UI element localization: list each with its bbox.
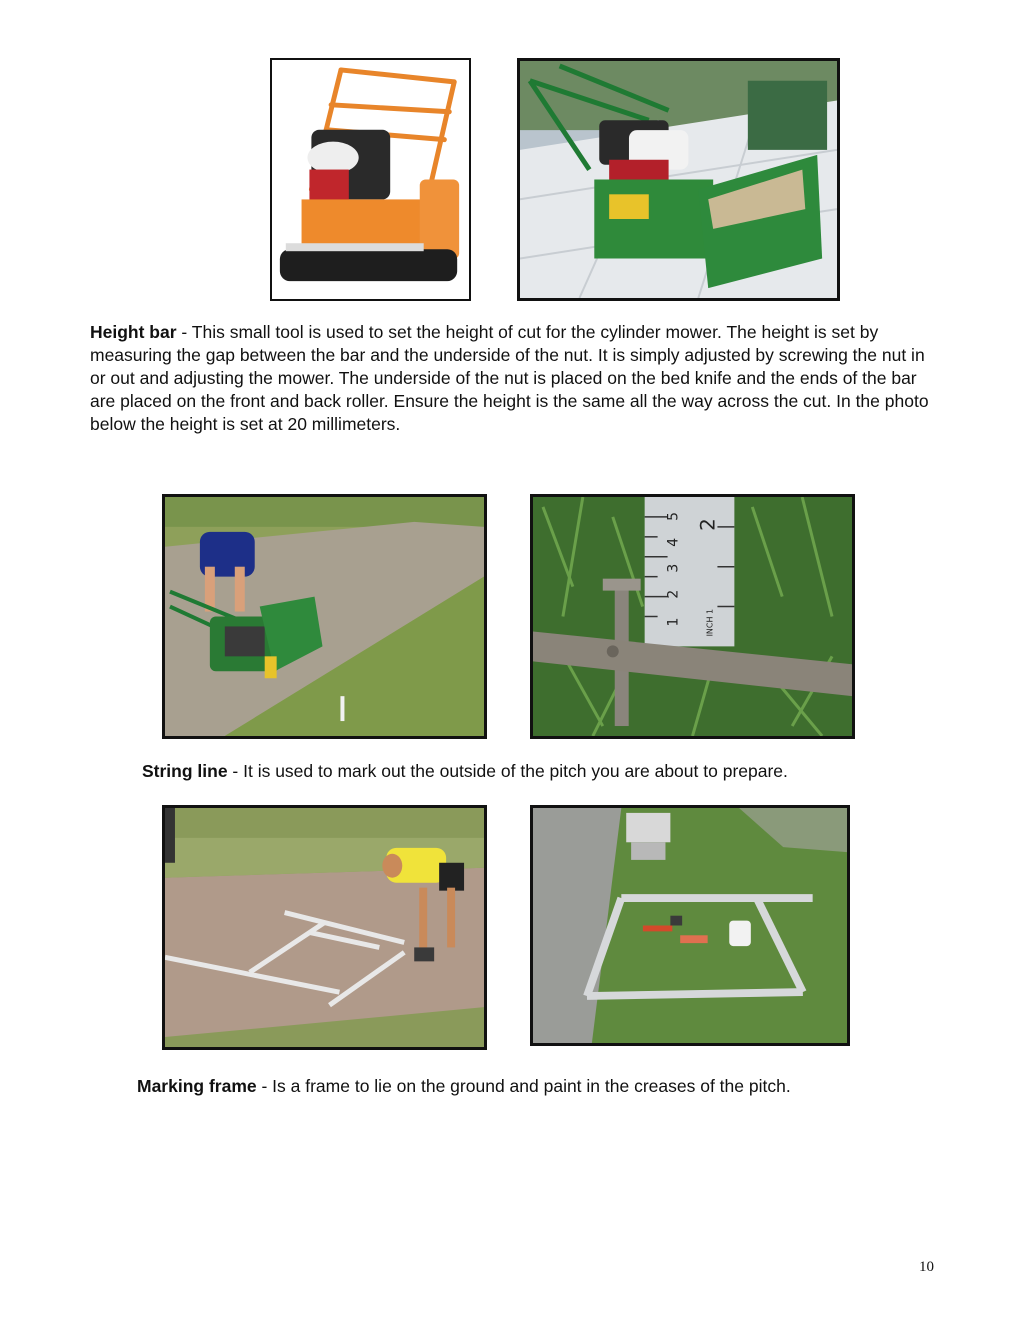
string-line-caption <box>142 760 788 783</box>
height-bar-term: Height bar <box>90 322 177 342</box>
ruler-tick-5: 5 <box>665 512 682 521</box>
ruler-tick-4: 4 <box>665 537 682 547</box>
height-bar-text: - This small tool is used to set the height of cut for the cylinder mower. The height is set by measuring the gap between the bar and the underside of the nut. It is simply adjusted by screwing the nut in or out and adjusting the mower. The underside of the nut is placed on the bed knife and the ends of the bar are placed on the front and back roller. Ensure the height is the same all the way across the cut. In the photo below the height is set at 20 millimeters. <box>90 322 929 434</box>
mowing-pitch-photo <box>162 494 487 739</box>
ruler-tick-1: 1 <box>665 617 682 627</box>
string-line-term: String line <box>142 761 228 781</box>
marking-frame-text: - Is a frame to lie on the ground and paint in the creases of the pitch. <box>256 1076 791 1096</box>
marking-frame-ground-photo <box>530 805 850 1046</box>
ruler-tick-inch-2: 2 <box>696 518 720 531</box>
height-bar-ruler-photo <box>530 494 855 739</box>
marking-frame-caption <box>137 1075 791 1098</box>
person-marking-frame-photo <box>162 805 487 1050</box>
page-number: 10 <box>919 1259 934 1275</box>
ruler-tick-3: 3 <box>665 563 682 573</box>
orange-mower-photo <box>270 58 471 301</box>
marking-frame-term: Marking frame <box>137 1076 257 1096</box>
ruler-inch-label: INCH 1 <box>705 608 715 637</box>
string-line-text: - It is used to mark out the outside of the pitch you are about to prepare. <box>227 761 788 781</box>
green-mower-photo <box>517 58 840 301</box>
ruler-tick-2: 2 <box>665 589 682 599</box>
height-bar-paragraph <box>90 321 940 436</box>
